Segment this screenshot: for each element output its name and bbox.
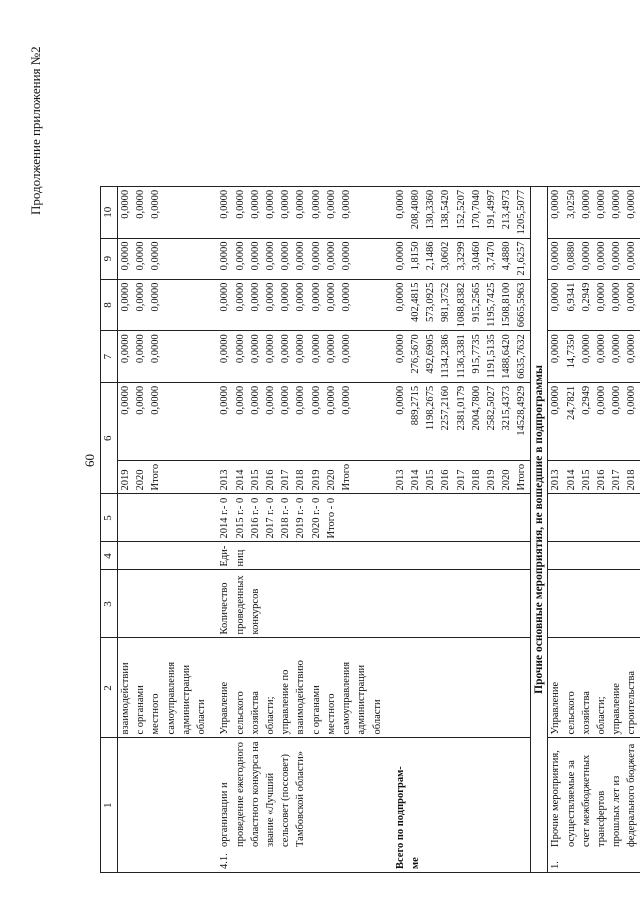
cell-line: 0,0000 (280, 385, 292, 415)
cell-line: 0,0000 (550, 241, 562, 271)
cell-line: с органами (310, 685, 322, 735)
cell-line: 2020 (501, 469, 513, 491)
cell-line: 0,0000 (249, 189, 261, 219)
cell-line: Итого (516, 463, 528, 491)
header-col-6: 6 (101, 382, 118, 494)
cell-line: 6665,5963 (516, 282, 528, 328)
local-cell (118, 238, 210, 279)
cell-line: 0,0000 (219, 241, 231, 271)
name-cell (217, 738, 384, 873)
cell-line: 0,0000 (596, 334, 608, 364)
cell-line: 0,0000 (596, 189, 608, 219)
cell-line: 0,0000 (295, 334, 307, 364)
cell-line: трансфертов (596, 790, 608, 847)
cell-line: 0,0000 (341, 241, 353, 271)
cell-line: 0,0000 (325, 334, 337, 364)
unit-cell (217, 542, 384, 570)
cell-line: управление по (280, 669, 292, 735)
cell-line: 3215,4373 (501, 385, 513, 431)
cell-line: 0,0000 (394, 385, 406, 415)
header-col-8: 8 (101, 279, 118, 331)
total-cell (548, 382, 640, 460)
header-col-2: 2 (101, 638, 118, 738)
cell-line: 2020 (135, 469, 147, 491)
cell-line: сельского (565, 691, 577, 735)
cell-line: счет межбюджетных (580, 754, 592, 847)
cell-line: 0,0000 (249, 241, 261, 271)
cell-line: 2014 (409, 469, 421, 491)
cell-line: 0,0000 (596, 282, 608, 312)
cell-line: Управление (219, 681, 231, 735)
cell-line: 0,0000 (280, 282, 292, 312)
cell-line: звание «Лучший (264, 772, 276, 847)
cell-line: 14528,4929 (516, 385, 528, 436)
cell-line: 0,0000 (219, 385, 231, 415)
cell-line: 1,8150 (409, 241, 421, 271)
cell-line: с органами (135, 685, 147, 735)
cell-line: 0,0000 (234, 334, 246, 364)
cell-line: 0,0000 (264, 189, 276, 219)
header-col-1: 1 (101, 738, 118, 873)
cell-line: Итого - 0 (325, 497, 337, 539)
cell-line: 24,7821 (565, 385, 577, 421)
cell-line: 2017 (611, 469, 623, 491)
cell-line: 3,0460 (470, 241, 482, 271)
cell-line: 14,7350 (565, 334, 577, 369)
cell-line: строительства (626, 670, 638, 735)
cell-line: 0,0000 (310, 282, 322, 312)
cell-line: 0,0000 (341, 189, 353, 219)
cell-line: 0,0000 (394, 241, 406, 271)
cell-line: 0,0000 (249, 282, 261, 312)
cell-line: 0,0000 (264, 385, 276, 415)
cell-line: 0,0000 (150, 334, 162, 364)
total-cell (118, 382, 210, 460)
table-row-4-1 (217, 186, 384, 872)
appendix-label: Продолжение приложения №2 (28, 46, 43, 215)
cell-line: 915,2565 (470, 282, 482, 323)
cell-line: 2017 (455, 469, 467, 491)
cell-line: 0,0000 (310, 189, 322, 219)
cell-line: 6635,7632 (516, 334, 528, 379)
cell-line: самоуправления (165, 661, 177, 735)
offbudget-cell (118, 186, 210, 238)
cell-line: 0,0000 (626, 282, 638, 312)
cell-line: 0,0000 (394, 282, 406, 312)
cell-line: 2014 г.- 0 (219, 497, 231, 539)
cell-line: области; (264, 696, 276, 735)
regional-cell (217, 279, 384, 331)
cell-line: 492,6905 (425, 334, 437, 374)
cell-line: 0,0000 (550, 189, 562, 219)
cell-line: осуществляемые за (565, 760, 577, 847)
cell-line: 3,0602 (440, 241, 452, 271)
cell-line: Тамбовской области» (295, 750, 307, 847)
federal-cell (548, 331, 640, 383)
cell-line: 0,0000 (135, 385, 147, 415)
table-row-continuation (118, 186, 210, 872)
cell-line: местного (325, 693, 337, 735)
cell-line: 0,0000 (325, 241, 337, 271)
cell-line: 2018 (470, 469, 482, 491)
cell-line: 191,4997 (486, 189, 498, 230)
executor-cell (217, 638, 384, 738)
cell-line: 6,9341 (565, 282, 577, 312)
cell-line: проведение ежегодного (234, 742, 246, 847)
cell-line: 0,0000 (580, 241, 592, 271)
cell-line: 0,2949 (580, 385, 592, 415)
cell-line: 0,0000 (310, 241, 322, 271)
cell-line: 0,0000 (264, 334, 276, 364)
cell-line: 2019 г.- 0 (295, 497, 307, 539)
cell-line: 2016 (440, 469, 452, 491)
cell-line: области (196, 699, 208, 735)
cell-line: сельского (234, 691, 246, 735)
cell-line: 0,0000 (150, 189, 162, 219)
cell-line: 0,0000 (611, 189, 623, 219)
cell-line: 0,0000 (120, 334, 131, 364)
cell-line: 0,0000 (611, 241, 623, 271)
cell-line: 0,0000 (310, 334, 322, 364)
cell-line: 2017 г.- 0 (264, 497, 276, 539)
indicator-cell (217, 570, 384, 638)
cell-line: 0,0000 (596, 385, 608, 415)
cell-line: 0,0000 (626, 385, 638, 415)
name-cell (548, 738, 640, 873)
cell-line: проведенных (234, 575, 246, 635)
cell-line: 3,3299 (455, 241, 467, 271)
cell-line: 0,0000 (234, 241, 246, 271)
column-number-row (101, 186, 118, 872)
cell-line: 170,7040 (470, 189, 482, 230)
cell-line: 0,0000 (550, 334, 562, 364)
cell-line: взаимодействии (120, 662, 131, 735)
cell-line: 130,3360 (425, 189, 437, 230)
cell-line: 1205,5077 (516, 189, 528, 235)
cell-line: 2017 (280, 469, 292, 491)
cell-line: 2016 г.- 0 (249, 497, 261, 539)
cell-line: 0,0000 (234, 282, 246, 312)
cell-line: 0,0000 (280, 189, 292, 219)
cell-line: 1198,2675 (425, 385, 437, 431)
cell-line: 0,0000 (295, 385, 307, 415)
cell-line: организации и (219, 782, 231, 847)
year-cell (118, 460, 210, 494)
cell-line: 0,0000 (120, 282, 131, 312)
cell-line: 276,5670 (409, 334, 421, 374)
cell-line: 152,5207 (455, 189, 467, 230)
cell-line: 0,0000 (219, 189, 231, 219)
cell-line: 0,0000 (219, 282, 231, 312)
cell-line: 2004,7800 (470, 385, 482, 431)
cell-line: 0,0000 (341, 385, 353, 415)
target-cell (217, 494, 384, 542)
cell-line: 0,0000 (611, 282, 623, 312)
cell-line: 3,7470 (486, 241, 498, 271)
cell-line: ниц (234, 549, 246, 567)
cell-line: 0,0000 (550, 385, 562, 415)
cell-line: Управление (550, 681, 562, 735)
cell-line: управление (611, 683, 623, 735)
cell-line: 0,0000 (135, 189, 147, 219)
cell-line: 1488,6420 (501, 334, 513, 379)
cell-line: 0,0000 (341, 282, 353, 312)
cell-line: 2257,2160 (440, 385, 452, 431)
cell-line: 0,0000 (234, 189, 246, 219)
cell-line: 2016 (596, 469, 608, 491)
cell-line: федерального бюджета (626, 743, 638, 847)
cell-line: 1136,3381 (455, 334, 467, 379)
local-cell (393, 238, 530, 279)
cell-line: 0,0000 (611, 334, 623, 364)
cell-line: 0,0000 (550, 282, 562, 312)
total-title (393, 738, 530, 873)
cell-line: местного (150, 693, 162, 735)
cell-line: Еди- (219, 545, 231, 567)
cell-line: 402,4815 (409, 282, 421, 323)
regional-cell (118, 279, 210, 331)
year-cell (393, 460, 530, 494)
cell-line: 2013 (550, 469, 562, 491)
cell-line: Итого (341, 463, 353, 491)
cell-line: 915,7735 (470, 334, 482, 374)
cell-line: 0,0000 (150, 241, 162, 271)
cell-line: 0,0000 (626, 189, 638, 219)
cell-line: 0,0000 (120, 385, 131, 415)
cell-line: 0,2949 (580, 282, 592, 312)
cell-line: 2582,5027 (486, 385, 498, 431)
cell-line: прошлых лет из (611, 775, 623, 847)
cell-line: хозяйства (249, 691, 261, 735)
cell-line: конкурсов (249, 588, 261, 635)
cell-line: 0,0000 (295, 282, 307, 312)
cell-line: 2013 (219, 469, 231, 491)
cell-line: 0,0000 (264, 241, 276, 271)
cell-line: 21,6257 (516, 241, 528, 276)
cell-line: 0,0000 (341, 334, 353, 364)
cell-line: 0,0000 (596, 241, 608, 271)
row-index: 1. (550, 861, 562, 869)
cell-line: 208,4080 (409, 189, 421, 230)
cell-line: 0,0000 (135, 241, 147, 271)
cell-line: 573,0925 (425, 282, 437, 323)
offbudget-cell (548, 186, 640, 238)
cell-line: 4,4880 (501, 241, 513, 271)
cell-line: 0,0000 (580, 189, 592, 219)
cell-line: 889,2715 (409, 385, 421, 426)
cell-line: 2019 (310, 469, 322, 491)
cell-line: 1508,8100 (501, 282, 513, 328)
cell-line: 0,0000 (295, 189, 307, 219)
cell-line: 981,3752 (440, 282, 452, 323)
local-cell (217, 238, 384, 279)
header-col-9: 9 (101, 238, 118, 279)
cell-line: 0,0000 (325, 189, 337, 219)
header-col-4: 4 (101, 542, 118, 570)
cell-line: 0,0000 (580, 334, 592, 364)
cell-line: 0,0000 (120, 189, 131, 219)
cell-line: взаимодействию (295, 660, 307, 735)
year-cell (548, 460, 640, 494)
cell-line: 0,0000 (626, 241, 638, 271)
federal-cell (118, 331, 210, 383)
cell-line: областного конкурса на (249, 741, 261, 847)
cell-line: 0,0000 (264, 282, 276, 312)
cell-line: 1191,5135 (486, 334, 498, 379)
cell-line: 0,0000 (325, 282, 337, 312)
cell-line: 2019 (486, 469, 498, 491)
header-col-3: 3 (101, 570, 118, 638)
cell-line: 0,0000 (150, 385, 162, 415)
cell-line: сельсовет (поссовет) (280, 754, 292, 847)
federal-cell (217, 331, 384, 383)
name-cell (118, 738, 210, 873)
page-number: 60 (82, 454, 97, 467)
cell-line: 0,0000 (295, 241, 307, 271)
cell-line: 0,0000 (626, 334, 638, 364)
table-row-other-1 (548, 186, 640, 872)
local-cell (548, 238, 640, 279)
cell-line: области; (596, 696, 608, 735)
cell-line: Итого (150, 463, 162, 491)
cell-line: 0,0000 (325, 385, 337, 415)
cell-line: 2014 (234, 469, 246, 491)
cell-line: Прочие мероприятия, (550, 750, 562, 847)
section-title-row (530, 186, 548, 872)
regional-cell (393, 279, 530, 331)
offbudget-cell (393, 186, 530, 238)
cell-line: 0,0000 (120, 241, 131, 271)
cell-line: 2013 (394, 469, 406, 491)
cell-line: 0,0000 (249, 385, 261, 415)
cell-line: 0,0000 (611, 385, 623, 415)
cell-line: 138,5420 (440, 189, 452, 230)
executor-cell (118, 638, 210, 738)
cell-line: Всего по подпрограм- (394, 766, 406, 869)
cell-line: области (371, 699, 383, 735)
cell-line: 2014 (565, 469, 577, 491)
measure-name (217, 741, 308, 847)
regional-cell (548, 279, 640, 331)
cell-line: 0,0000 (394, 334, 406, 364)
cell-line: 0,0000 (249, 334, 261, 364)
cell-line: 3,0250 (565, 189, 577, 219)
offbudget-cell (217, 186, 384, 238)
cell-line: 0,0000 (219, 334, 231, 364)
cell-line: 2018 (295, 469, 307, 491)
header-col-5: 5 (101, 494, 118, 542)
table-row-total (393, 186, 530, 872)
cell-line: Количество (219, 582, 231, 635)
cell-line: 2016 (264, 469, 276, 491)
header-col-7: 7 (101, 331, 118, 383)
cell-line: 1134,2386 (440, 334, 452, 379)
cell-line: 0,0880 (565, 241, 577, 271)
cell-line: 2020 (325, 469, 337, 491)
cell-line: 2015 (580, 469, 592, 491)
cell-line: 2015 г.- 0 (234, 497, 246, 539)
cell-line: 1195,7425 (486, 282, 498, 327)
total-cell (393, 382, 530, 460)
cell-line: администрации (180, 664, 192, 735)
cell-line: 0,0000 (135, 282, 147, 312)
cell-line: хозяйства (580, 691, 592, 735)
cell-line: ме (409, 857, 421, 869)
cell-line: самоуправления (341, 661, 353, 735)
total-cell (217, 382, 384, 460)
cell-line: 213,4973 (501, 189, 513, 230)
cell-line: администрации (356, 664, 368, 735)
cell-line: 2381,0179 (455, 385, 467, 431)
executor-cell (548, 638, 640, 738)
section-title: Прочие основные мероприятия, не вошедшие в подпрограммы (530, 186, 548, 872)
cell-line: 2015 (249, 469, 261, 491)
cell-line: 2018 г.- 0 (280, 497, 292, 539)
cell-line: 0,0000 (150, 282, 162, 312)
header-col-10: 10 (101, 186, 118, 238)
cell-line: 1088,8382 (455, 282, 467, 328)
budget-table (100, 186, 640, 873)
year-cell (217, 460, 384, 494)
cell-line: 0,0000 (280, 241, 292, 271)
cell-line: 0,0000 (310, 385, 322, 415)
cell-line: 0,0000 (280, 334, 292, 364)
cell-line: 2018 (626, 469, 638, 491)
row-index: 4.1. (219, 853, 231, 869)
cell-line: 0,0000 (135, 334, 147, 364)
cell-line: 2020 г.- 0 (310, 497, 322, 539)
measure-name (548, 744, 639, 847)
federal-cell (393, 331, 530, 383)
cell-line: 0,0000 (394, 189, 406, 219)
cell-line: 0,0000 (234, 385, 246, 415)
cell-line: 2015 (425, 469, 437, 491)
cell-line: 2019 (120, 469, 131, 491)
cell-line: 2,1486 (425, 241, 437, 271)
